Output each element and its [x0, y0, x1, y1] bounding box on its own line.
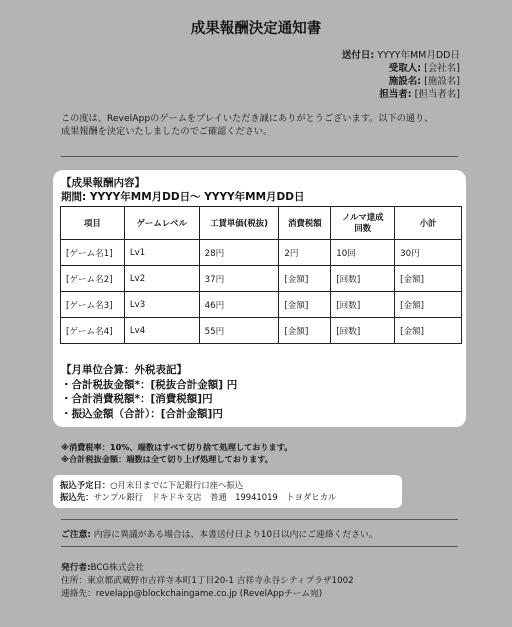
contact-person: 担当者: [担当者名] [379, 89, 460, 100]
note-line: ※合計税抜金額：端数は全て切り上げ処理しております。 [61, 454, 273, 464]
table-row: [ゲーム名1] Lv1 28円 2円 10回 30円 [61, 240, 462, 266]
col-header: 工賃単価(税抜) [199, 207, 279, 240]
caution-notice: ご注意: 内容に異議がある場合は、本書送付日より10日以内にご連絡ください。 [61, 530, 378, 540]
issuer-address: 住所：東京都武蔵野市吉祥寺本町1丁目20-1 吉祥寺永谷シティプラザ1002 [61, 576, 354, 586]
monthly-summary [61, 363, 237, 421]
reward-table [60, 206, 462, 344]
issuer-footer [61, 562, 354, 601]
issuer: 発行者:BCG株式会社 [61, 563, 144, 573]
issuer-contact: 連絡先：revelapp@blockchaingame.co.jp (RevelAppチーム宛) [61, 589, 323, 599]
facility: 施設名: [施設名] [388, 76, 460, 87]
table-row: [ゲーム名4] Lv4 55円 [金額] [回数] [金額] [61, 318, 462, 344]
summary-line: ・合計税抜金額*：[税抜合計金額] 円 [61, 378, 238, 391]
header-meta [342, 49, 460, 101]
document-title: 成果報酬決定通知書 [190, 21, 322, 37]
recipient: 受取人: [会社名] [388, 63, 460, 74]
summary-heading: 【月単位合算：外税表記】 [61, 364, 187, 376]
note-line: ※消費税率：10%、端数はすべて切り捨て処理しております。 [61, 442, 293, 452]
table-row: [ゲーム名2] Lv2 37円 [金額] [回数] [金額] [61, 266, 462, 292]
summary-line: ・振込金額（合計）：[合計金額]円 [61, 407, 223, 420]
divider [61, 156, 458, 157]
table-header-row [61, 207, 462, 240]
col-header: ゲームレベル [124, 207, 199, 240]
intro-text: この度は、RevelAppのゲームをプレイいただき誠にありがとうございます。以下の通り、 成果報酬を決定いたしましたのでご確認ください。 [61, 113, 434, 137]
transfer-info-box [53, 475, 402, 508]
col-header: 小計 [395, 207, 462, 240]
divider [61, 519, 458, 520]
period: 期間: YYYY年MM月DD日～ YYYY年MM月DD日 [61, 191, 305, 203]
divider [61, 546, 458, 547]
col-header: 項目 [61, 207, 125, 240]
section-heading: 【成果報酬内容】 [61, 177, 145, 189]
reward-details-card [53, 170, 466, 427]
col-header: 消費税額 [279, 207, 331, 240]
col-header: ノルマ達成 回数 [331, 207, 395, 240]
notes [61, 441, 292, 465]
transfer-account: 振込先：サンプル銀行 ドキドキ支店 普通 19941019 トヨダヒカル [60, 492, 337, 502]
transfer-date: 振込予定日：○月末日までに下記銀行口座へ振込 [60, 480, 244, 490]
send-date: 送付日: YYYY年MM月DD日 [341, 50, 460, 61]
table-row: [ゲーム名3] Lv3 46円 [金額] [回数] [金額] [61, 292, 462, 318]
summary-line: ・合計消費税額*：[消費税額]円 [61, 393, 213, 405]
